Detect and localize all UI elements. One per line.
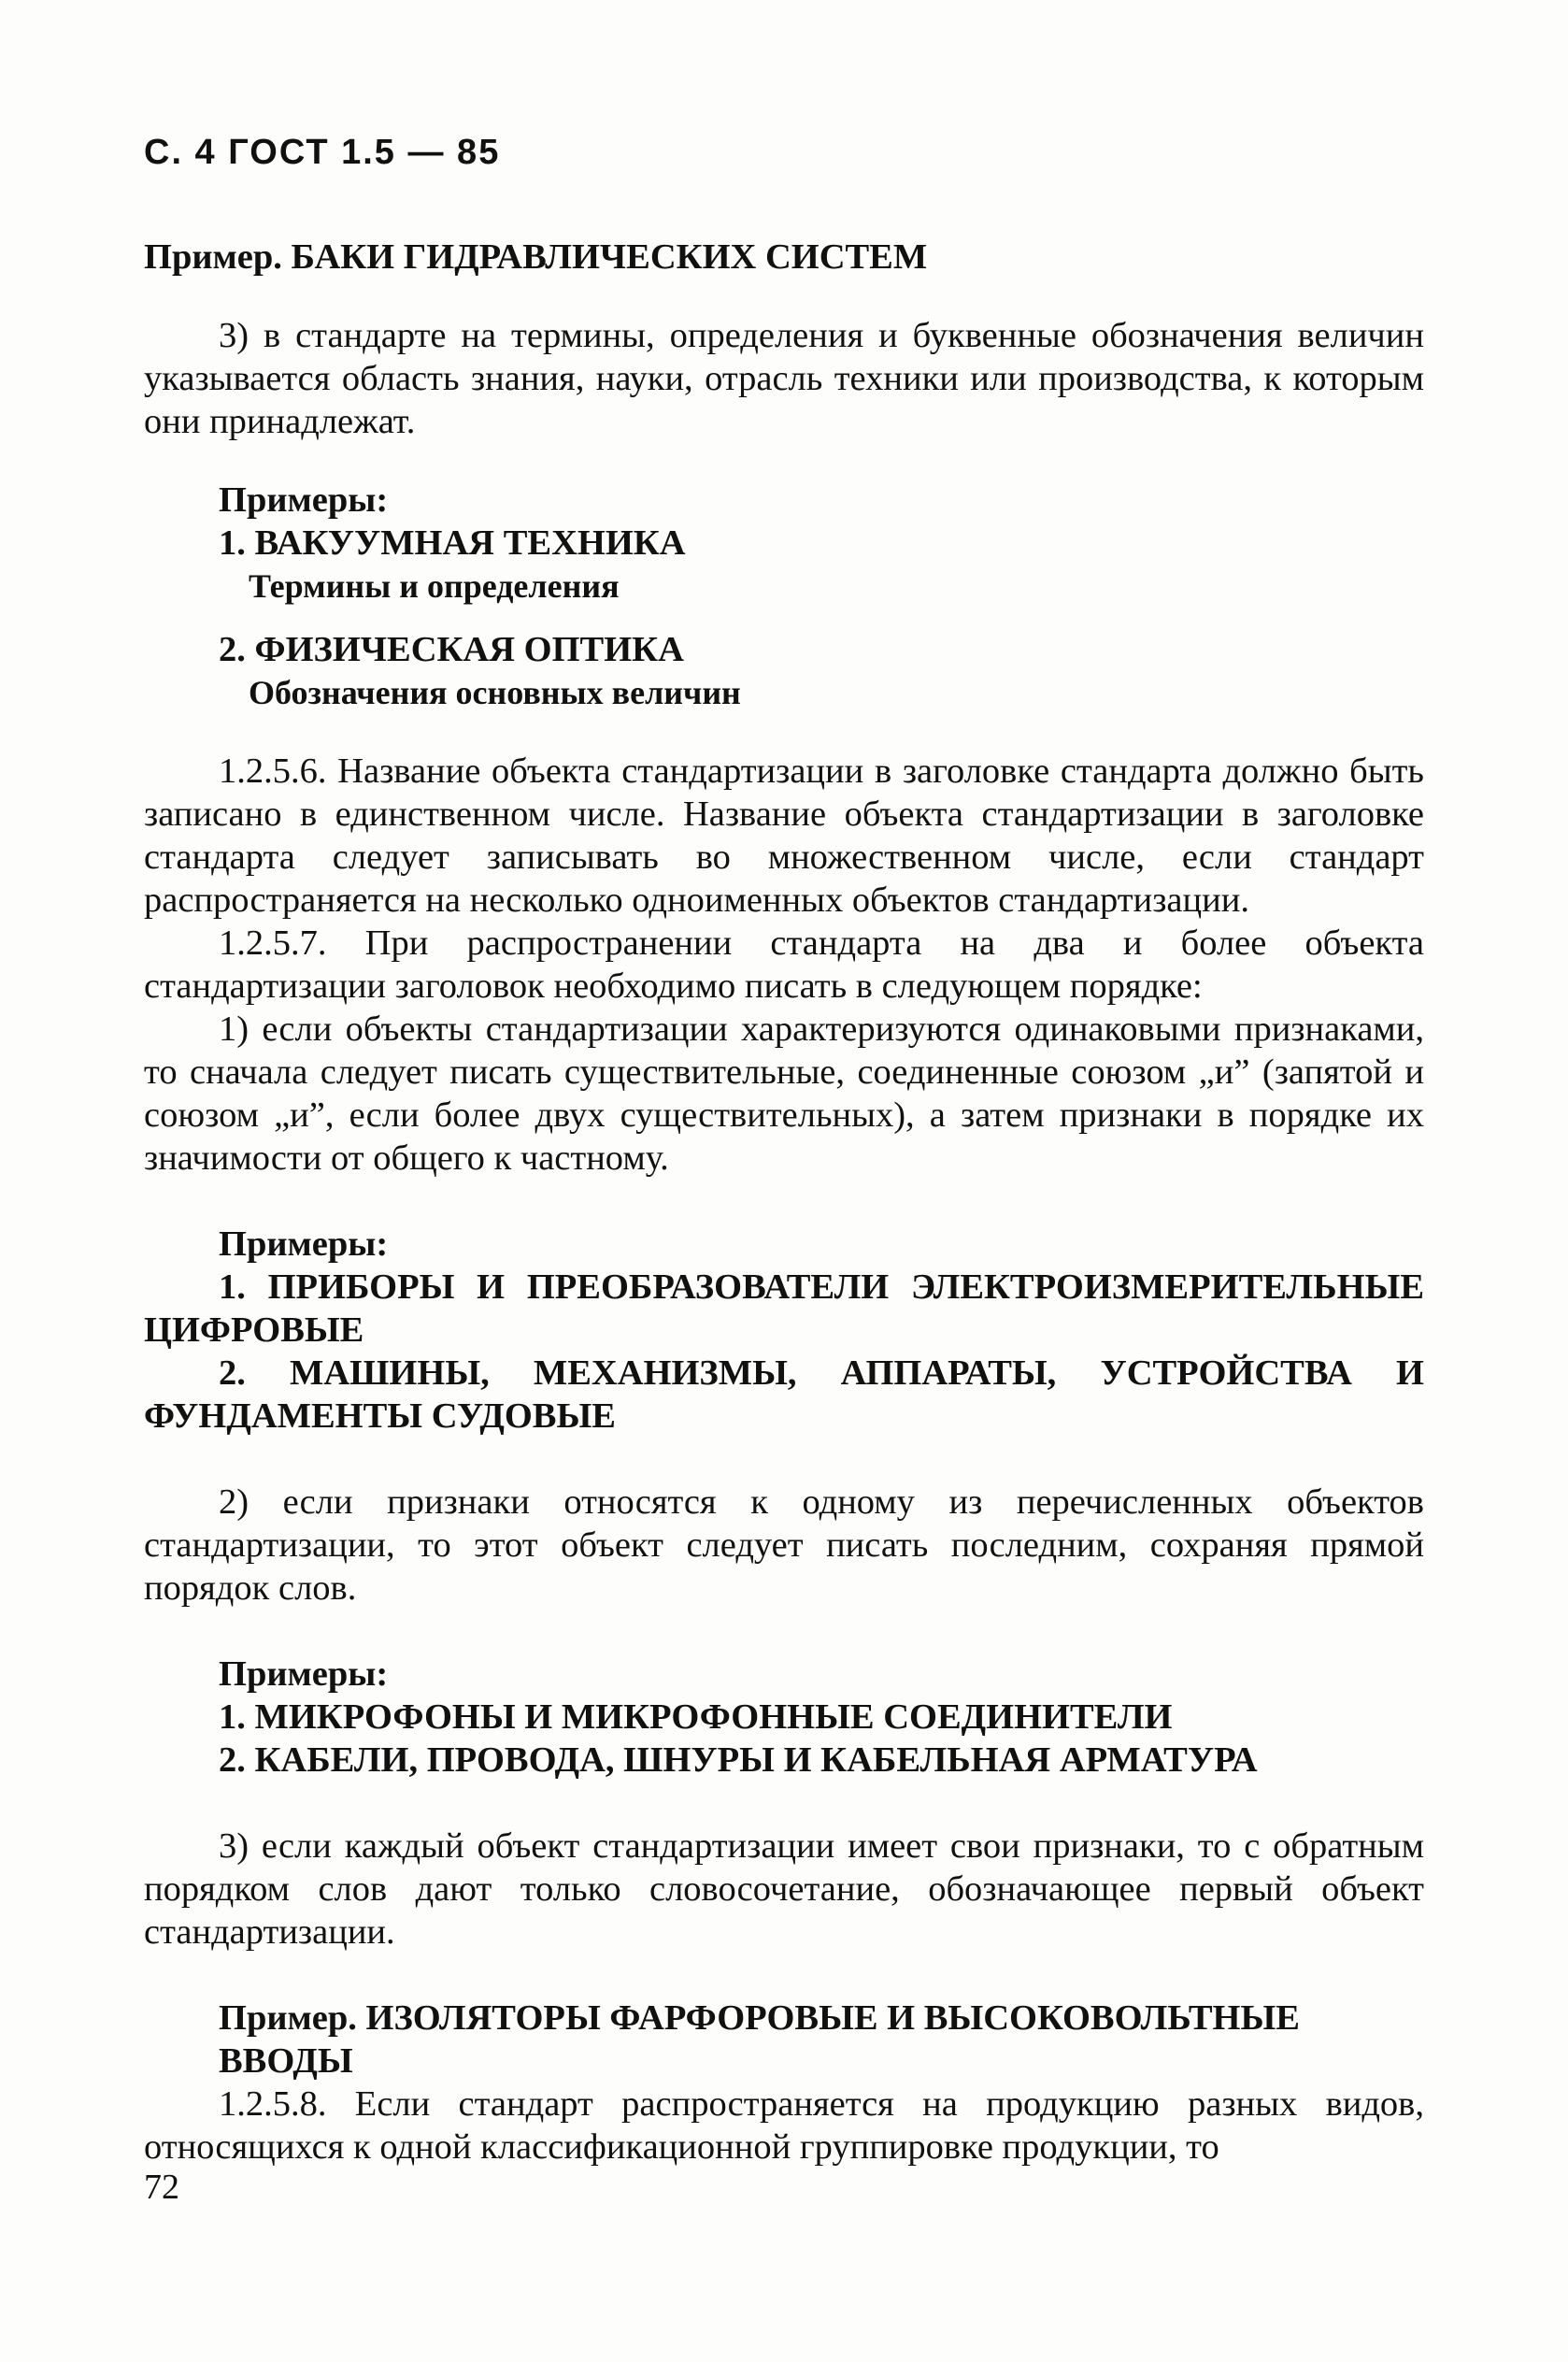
examples-label: Примеры: — [219, 1224, 389, 1264]
example-item: 1. ПРИБОРЫ И ПРЕОБРАЗОВАТЕЛИ ЭЛЕКТРОИЗМЕРИТЕЛЬНЫЕ ЦИФРОВЫЕ — [144, 1267, 1424, 1350]
example-text: БАКИ ГИДРАВЛИЧЕСКИХ СИСТЕМ — [291, 237, 928, 277]
example-item: 2. КАБЕЛИ, ПРОВОДА, ШНУРЫ И КАБЕЛЬНАЯ АРМАТУРА — [219, 1740, 1258, 1780]
example-item: 2. МАШИНЫ, МЕХАНИЗМЫ, АППАРАТЫ, УСТРОЙСТВА И ФУНДАМЕНТЫ СУДОВЫЕ — [144, 1353, 1424, 1436]
example-item-title: 2. ФИЗИЧЕСКАЯ ОПТИКА — [219, 630, 684, 669]
clause-1-2-5-8: 1.2.5.8. Если стандарт распространяется на продукцию разных видов, относящихся к одной классификационной группировке продукции, то — [144, 2084, 1424, 2167]
page-header: С. 4 ГОСТ 1.5 — 85 — [144, 133, 501, 172]
examples-label: Примеры: — [219, 1654, 389, 1694]
example-item-subtitle: Обозначения основных величин — [249, 674, 741, 711]
clause-1-2-5-7-item-1: 1) если объекты стандартизации характеризуются одинаковыми признаками, то сначала следует писать существительные, соединенные союзом „и” (запятой и союзом „и”, если более двух существительных), а затем признаки в порядке их значимости от общего к частному. — [144, 1009, 1424, 1178]
example-label: Пример. — [144, 237, 282, 277]
page-number: 72 — [144, 2168, 179, 2207]
example-line — [144, 1997, 1424, 2083]
clause-1-2-5-7-item-2: 2) если признаки относятся к одному из перечисленных объектов стандартизации, то этот объект следует писать последним, сохраняя прямой порядок слов. — [144, 1482, 1424, 1608]
example-text: ИЗОЛЯТОРЫ ФАРФОРОВЫЕ И ВЫСОКОВОЛЬТНЫЕ ВВОДЫ — [219, 1998, 1300, 2081]
clause-1-2-5-7-item-3: 3) если каждый объект стандартизации имеет свои признаки, то с обратным порядком слов дают только словосочетание, обозначающее первый объект стандартизации. — [144, 1826, 1424, 1952]
example-item-subtitle: Термины и определения — [249, 567, 620, 605]
example-item-title: 1. ВАКУУМНАЯ ТЕХНИКА — [219, 523, 686, 563]
page-content — [144, 236, 1424, 2169]
clause-1-2-5-7: 1.2.5.7. При распространении стандарта на два и более объекта стандартизации заголовок необходимо писать в следующем порядке: — [144, 923, 1424, 1006]
clause-1-2-5-6: 1.2.5.6. Название объекта стандартизации в заголовке стандарта должно быть записано в единственном числе. Название объекта стандартизации в заголовке стандарта следует записывать во множественном числе, если стандарт распространяется на несколько одноименных объектов стандартизации. — [144, 752, 1424, 920]
examples-label: Примеры: — [219, 480, 389, 520]
example-item: 1. МИКРОФОНЫ И МИКРОФОННЫЕ СОЕДИНИТЕЛИ — [219, 1697, 1173, 1737]
paragraph-3: 3) в стандарте на термины, определения и буквенные обозначения величин указывается область знания, науки, отрасль техники или производства, к которым они принадлежат. — [144, 316, 1424, 441]
example-line — [144, 236, 1424, 279]
example-label: Пример. — [219, 1998, 357, 2038]
